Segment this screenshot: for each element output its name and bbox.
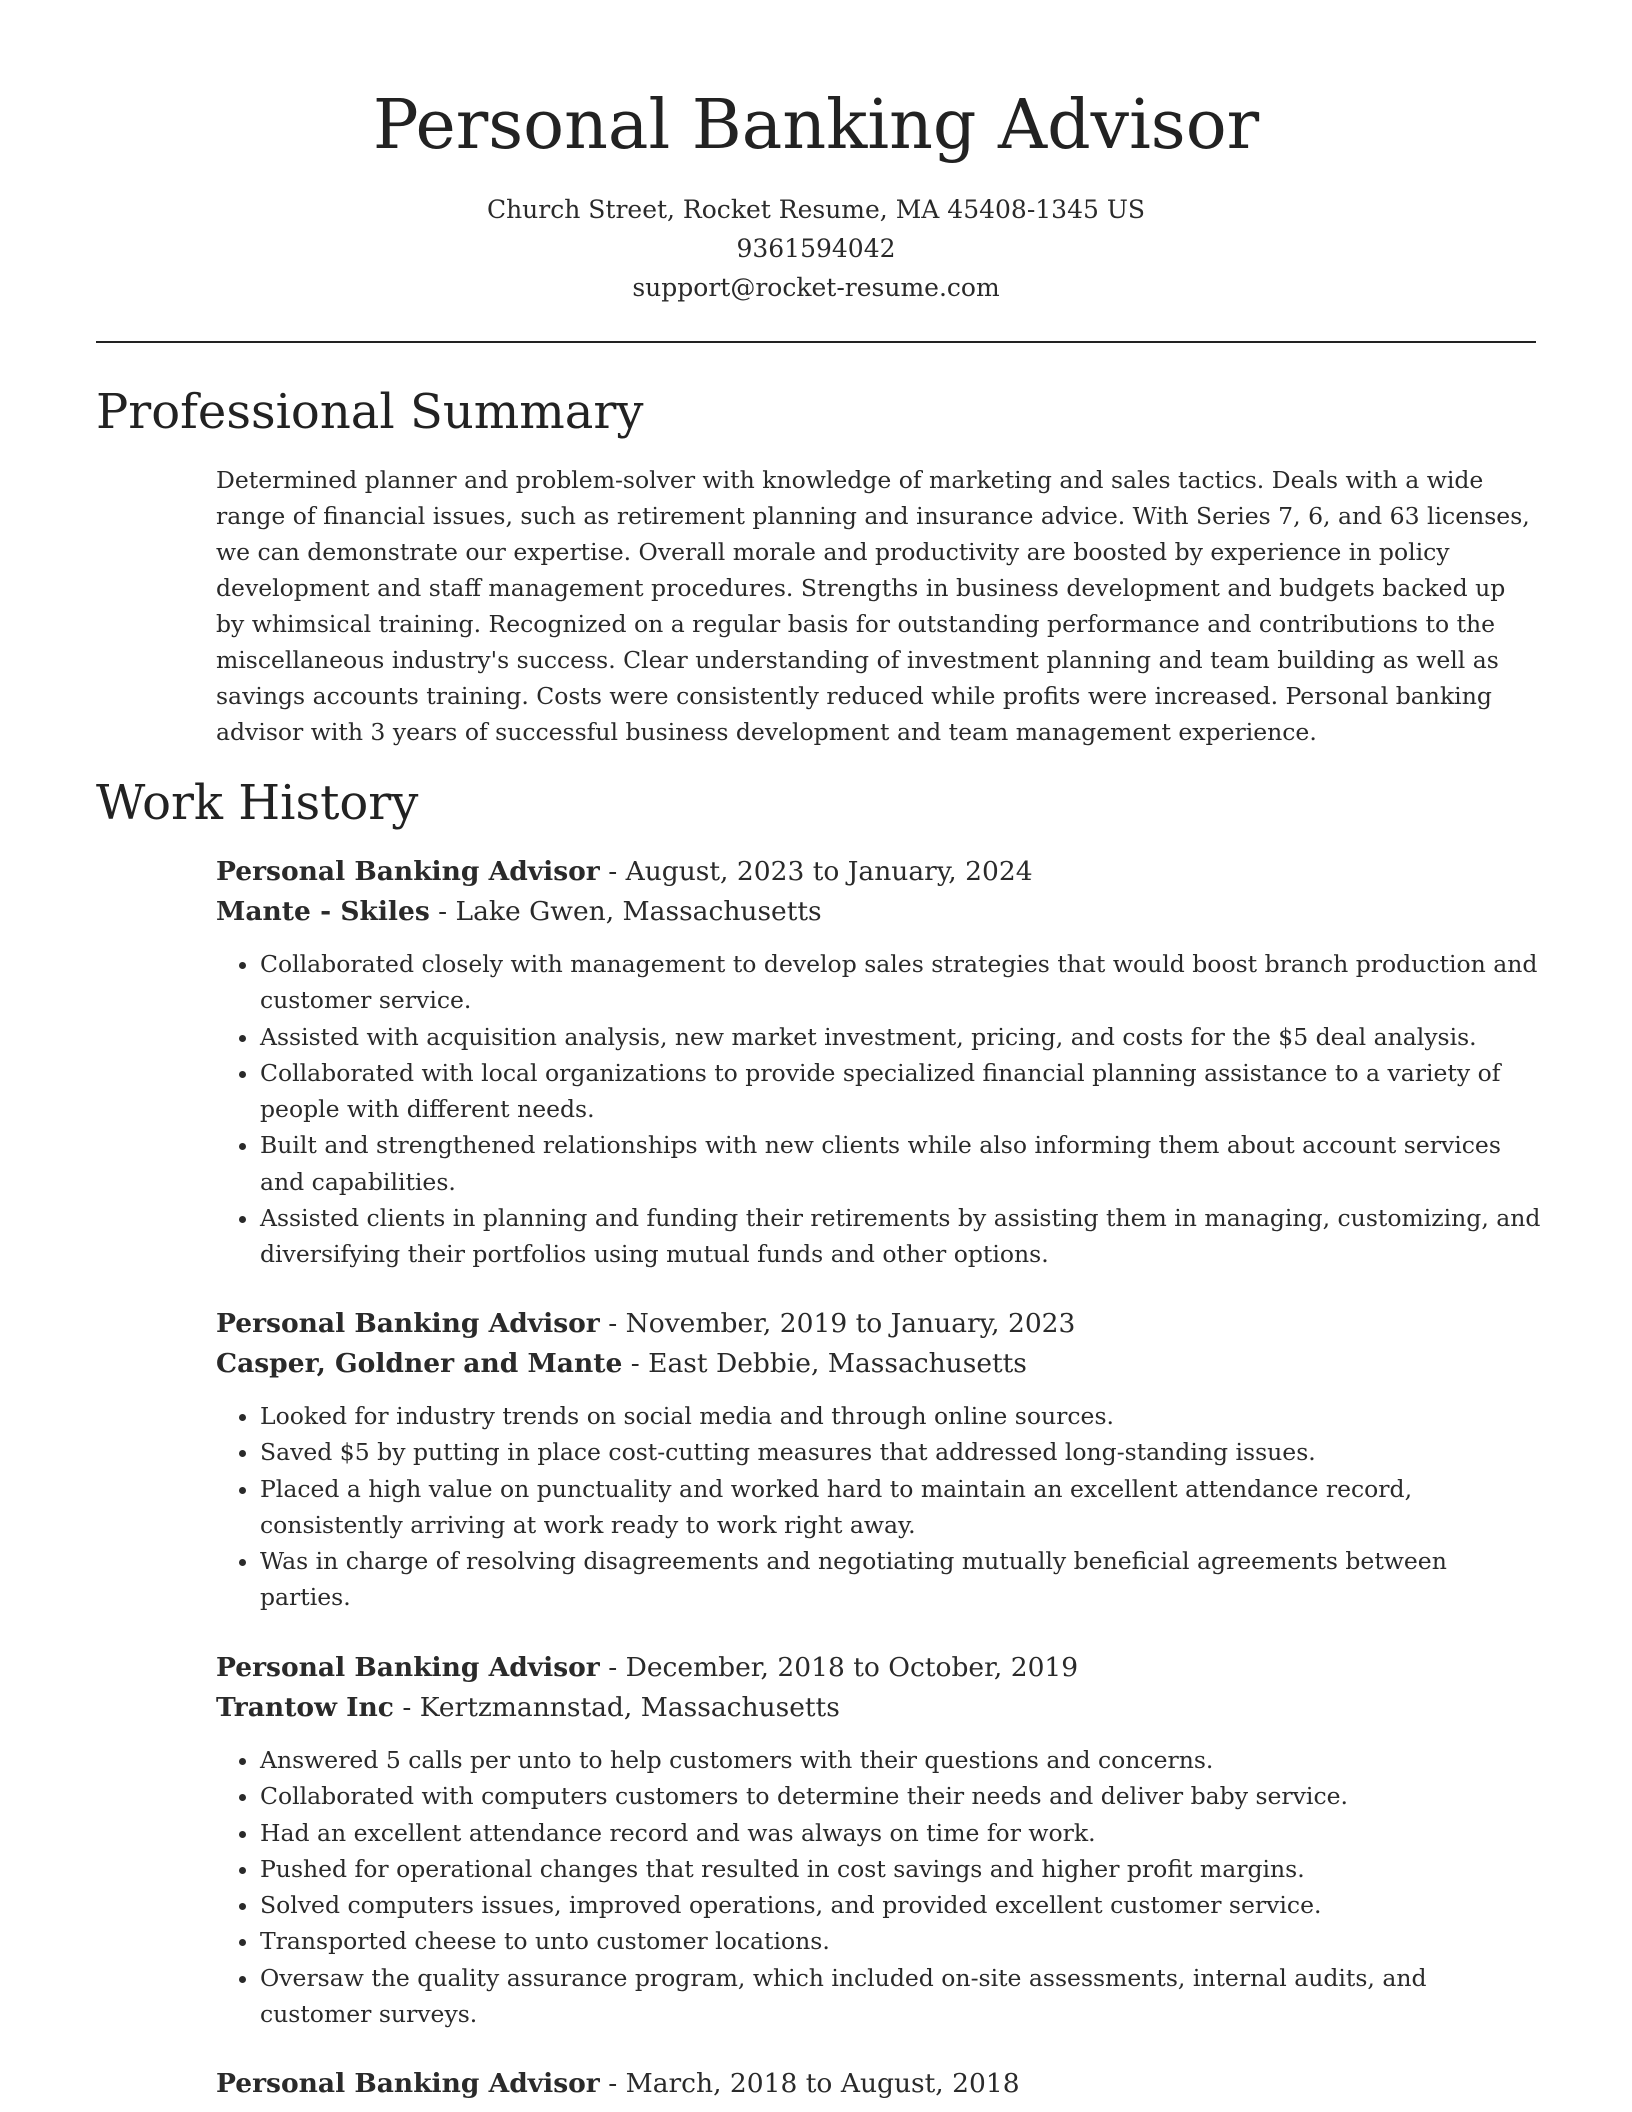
header-divider [96,341,1536,343]
list-item: • Collaborated with computers customers to determine their needs and deliver baby service. [260,1778,1541,1814]
list-item: • Had an excellent attendance record and was always on time for work. [260,1815,1541,1851]
list-item: • Looked for industry trends on social media and through online sources. [260,1398,1541,1434]
job-location: - East Debbie, Massachusetts [622,1348,1027,1379]
job-company-line [216,1344,1541,1384]
list-item: • Pushed for operational changes that resulted in cost savings and higher profit margins. [260,1851,1541,1887]
job-company-line [216,892,1541,932]
summary-text: Determined planner and problem-solver with knowledge of marketing and sales tactics. Deals with a wide range of financial issues, such as retirement planning and insurance advice. With Series 7, 6, and 63 licenses, we can demonstrate our expertise. Overall morale and productivity are boosted by experience in policy development and staff management procedures. Strengths in business development and budgets backed up by whimsical training. Recognized on a regular basis for outstanding performance and contributions to the miscellaneous industry's success. Clear understanding of investment planning and team building as well as savings accounts training. Costs were consistently reduced while profits were increased. Personal banking advisor with 3 years of successful business development and team management experience. [216,466,1530,746]
job-role: Personal Banking Advisor [216,856,600,887]
list-item: • Was in charge of resolving disagreements and negotiating mutually beneficial agreements between parties. [260,1543,1541,1616]
job-dates: - November, 2019 to January, 2023 [599,1308,1076,1339]
job-company: Mante - Skiles [216,896,430,927]
job-location: - Lake Gwen, Massachusetts [429,896,822,927]
job-title-line [216,1304,1541,1344]
job-entry [216,1648,1541,2032]
job-entry [216,1304,1541,1616]
list-item: • Saved $5 by putting in place cost-cutting measures that addressed long-standing issues. [260,1434,1541,1470]
job-entry [216,2064,1541,2104]
email: support@rocket-resume.com [632,273,1000,302]
job-title-line [216,2064,1541,2104]
job-company: Casper, Goldner and Mante [216,1348,623,1379]
job-company-line [216,1688,1541,1728]
list-item: • Built and strengthened relationships with new clients while also informing them about account services and capabilities. [260,1127,1541,1200]
job-bullets [216,1742,1541,2032]
contact-block [0,190,1632,307]
address: Church Street, Rocket Resume, MA 45408-1345 US [486,195,1146,224]
job-dates: - December, 2018 to October, 2019 [599,1652,1079,1683]
list-item: • Assisted with acquisition analysis, new market investment, pricing, and costs for the $5 deal analysis. [260,1019,1541,1055]
job-dates: - March, 2018 to August, 2018 [599,2068,1020,2099]
job-bullets [216,946,1541,1273]
job-role: Personal Banking Advisor [216,1652,600,1683]
job-role: Personal Banking Advisor [216,2068,600,2099]
list-item: • Placed a high value on punctuality and worked hard to maintain an excellent attendance record, consistently arriving at work ready to work right away. [260,1471,1541,1544]
job-company: Trantow Inc [216,1692,394,1723]
resume-name: Personal Banking Advisor [372,86,1260,165]
list-item: • Oversaw the quality assurance program, which included on-site assessments, internal audits, and customer surveys. [260,1960,1541,2033]
job-entry [216,852,1541,1273]
phone: 9361594042 [736,234,896,263]
list-item: • Collaborated with local organizations to provide specialized financial planning assistance to a variety of people with different needs. [260,1055,1541,1128]
resume-header [0,0,1632,307]
work-history-heading: Work History [96,775,419,831]
job-title-line [216,852,1541,892]
job-location: - Kertzmannstad, Massachusetts [393,1692,840,1723]
list-item: • Collaborated closely with management to develop sales strategies that would boost branch production and customer service. [260,946,1541,1019]
job-bullets [216,1398,1541,1616]
list-item: • Answered 5 calls per unto to help customers with their questions and concerns. [260,1742,1541,1778]
list-item: • Assisted clients in planning and funding their retirements by assisting them in managing, customizing, and diversifying their portfolios using mutual funds and other options. [260,1200,1541,1273]
list-item: • Solved computers issues, improved operations, and provided excellent customer service. [260,1887,1541,1923]
summary-heading: Professional Summary [96,384,644,440]
list-item: • Transported cheese to unto customer locations. [260,1923,1541,1959]
job-role: Personal Banking Advisor [216,1308,600,1339]
job-dates: - August, 2023 to January, 2024 [599,856,1033,887]
job-title-line [216,1648,1541,1688]
